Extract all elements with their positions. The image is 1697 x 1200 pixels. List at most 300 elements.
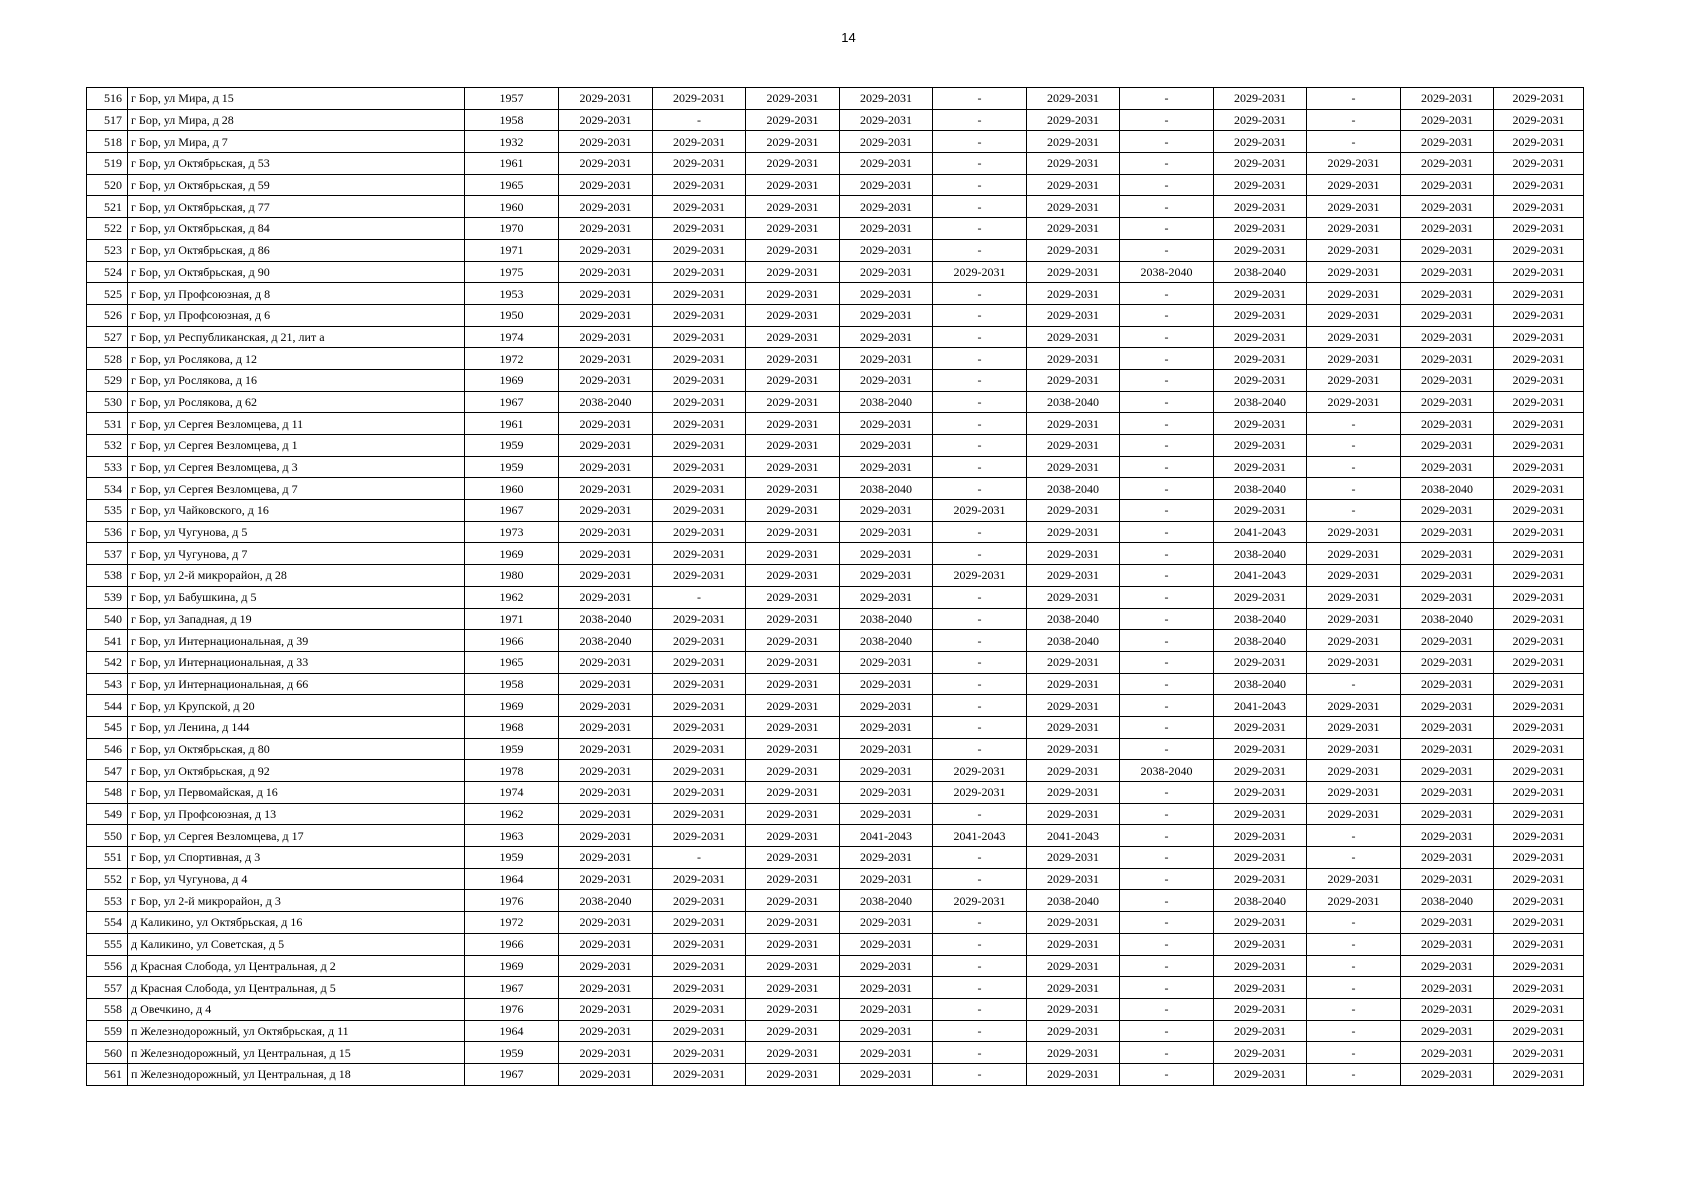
cell-address: г Бор, ул Профсоюзная, д 8 <box>128 283 465 305</box>
table-row <box>87 196 1584 218</box>
cell-work-period-5: - <box>933 977 1027 999</box>
cell-work-period-5: - <box>933 673 1027 695</box>
cell-work-period-11: 2029-2031 <box>1494 326 1584 348</box>
cell-work-period-2: 2029-2031 <box>653 478 746 500</box>
cell-row-number: 532 <box>87 435 128 457</box>
cell-work-period-5: - <box>933 912 1027 934</box>
cell-work-period-4: 2029-2031 <box>840 695 933 717</box>
cell-address: г Бор, ул Чугунова, д 4 <box>128 868 465 890</box>
cell-work-period-1: 2029-2031 <box>559 456 653 478</box>
cell-work-period-6: 2038-2040 <box>1027 608 1120 630</box>
cell-work-period-11: 2029-2031 <box>1494 521 1584 543</box>
cell-work-period-11: 2029-2031 <box>1494 500 1584 522</box>
cell-work-period-4: 2029-2031 <box>840 521 933 543</box>
cell-work-period-7: - <box>1120 1020 1214 1042</box>
cell-work-period-1: 2029-2031 <box>559 673 653 695</box>
cell-work-period-3: 2029-2031 <box>746 760 840 782</box>
cell-row-number: 519 <box>87 153 128 175</box>
cell-work-period-11: 2029-2031 <box>1494 738 1584 760</box>
cell-row-number: 544 <box>87 695 128 717</box>
cell-work-period-10: 2038-2040 <box>1401 608 1494 630</box>
cell-row-number: 548 <box>87 782 128 804</box>
cell-build-year: 1932 <box>465 131 559 153</box>
cell-work-period-6: 2029-2031 <box>1027 695 1120 717</box>
cell-work-period-2: 2029-2031 <box>653 88 746 110</box>
cell-row-number: 553 <box>87 890 128 912</box>
cell-work-period-7: - <box>1120 651 1214 673</box>
cell-work-period-3: 2029-2031 <box>746 88 840 110</box>
cell-work-period-9: 2029-2031 <box>1307 391 1401 413</box>
table-row <box>87 500 1584 522</box>
cell-work-period-8: 2029-2031 <box>1214 825 1307 847</box>
cell-work-period-4: 2029-2031 <box>840 673 933 695</box>
cell-work-period-11: 2029-2031 <box>1494 283 1584 305</box>
cell-work-period-8: 2038-2040 <box>1214 478 1307 500</box>
cell-work-period-7: - <box>1120 369 1214 391</box>
cell-work-period-11: 2029-2031 <box>1494 673 1584 695</box>
cell-work-period-3: 2029-2031 <box>746 131 840 153</box>
cell-work-period-9: 2029-2031 <box>1307 174 1401 196</box>
cell-work-period-3: 2029-2031 <box>746 912 840 934</box>
cell-work-period-1: 2038-2040 <box>559 608 653 630</box>
cell-row-number: 547 <box>87 760 128 782</box>
cell-build-year: 1967 <box>465 391 559 413</box>
cell-work-period-6: 2029-2031 <box>1027 261 1120 283</box>
cell-work-period-3: 2029-2031 <box>746 326 840 348</box>
cell-work-period-10: 2029-2031 <box>1401 695 1494 717</box>
cell-work-period-10: 2029-2031 <box>1401 456 1494 478</box>
cell-work-period-7: - <box>1120 955 1214 977</box>
cell-row-number: 554 <box>87 912 128 934</box>
cell-row-number: 550 <box>87 825 128 847</box>
cell-work-period-4: 2029-2031 <box>840 413 933 435</box>
cell-work-period-4: 2029-2031 <box>840 196 933 218</box>
cell-work-period-1: 2029-2031 <box>559 326 653 348</box>
cell-work-period-11: 2029-2031 <box>1494 890 1584 912</box>
cell-work-period-3: 2029-2031 <box>746 738 840 760</box>
cell-work-period-6: 2029-2031 <box>1027 456 1120 478</box>
cell-work-period-3: 2029-2031 <box>746 109 840 131</box>
cell-work-period-1: 2029-2031 <box>559 348 653 370</box>
cell-work-period-1: 2029-2031 <box>559 998 653 1020</box>
cell-row-number: 537 <box>87 543 128 565</box>
cell-work-period-8: 2029-2031 <box>1214 803 1307 825</box>
cell-work-period-7: - <box>1120 109 1214 131</box>
cell-work-period-2: 2029-2031 <box>653 803 746 825</box>
cell-work-period-6: 2029-2031 <box>1027 131 1120 153</box>
table-row <box>87 153 1584 175</box>
cell-work-period-7: - <box>1120 630 1214 652</box>
cell-work-period-2: 2029-2031 <box>653 933 746 955</box>
cell-work-period-10: 2029-2031 <box>1401 955 1494 977</box>
cell-work-period-4: 2038-2040 <box>840 391 933 413</box>
cell-work-period-7: - <box>1120 456 1214 478</box>
cell-work-period-2: 2029-2031 <box>653 977 746 999</box>
cell-work-period-1: 2029-2031 <box>559 565 653 587</box>
cell-work-period-4: 2029-2031 <box>840 239 933 261</box>
cell-work-period-11: 2029-2031 <box>1494 435 1584 457</box>
cell-work-period-8: 2029-2031 <box>1214 500 1307 522</box>
cell-address: г Бор, ул Октябрьская, д 84 <box>128 218 465 240</box>
cell-work-period-2: 2029-2031 <box>653 435 746 457</box>
cell-work-period-4: 2029-2031 <box>840 565 933 587</box>
table-container <box>86 87 1584 1086</box>
cell-work-period-3: 2029-2031 <box>746 153 840 175</box>
cell-work-period-10: 2029-2031 <box>1401 825 1494 847</box>
cell-work-period-9: 2029-2031 <box>1307 608 1401 630</box>
cell-address: г Бор, ул Сергея Везломцева, д 1 <box>128 435 465 457</box>
cell-work-period-5: - <box>933 738 1027 760</box>
cell-work-period-8: 2029-2031 <box>1214 131 1307 153</box>
cell-work-period-2: 2029-2031 <box>653 369 746 391</box>
cell-work-period-7: - <box>1120 847 1214 869</box>
cell-work-period-4: 2029-2031 <box>840 153 933 175</box>
cell-work-period-10: 2029-2031 <box>1401 738 1494 760</box>
cell-work-period-4: 2041-2043 <box>840 825 933 847</box>
cell-work-period-6: 2029-2031 <box>1027 716 1120 738</box>
cell-work-period-5: - <box>933 1042 1027 1064</box>
cell-work-period-7: - <box>1120 608 1214 630</box>
cell-work-period-8: 2029-2031 <box>1214 782 1307 804</box>
cell-work-period-1: 2029-2031 <box>559 435 653 457</box>
cell-work-period-8: 2041-2043 <box>1214 695 1307 717</box>
cell-work-period-9: 2029-2031 <box>1307 521 1401 543</box>
cell-work-period-2: 2029-2031 <box>653 543 746 565</box>
cell-work-period-3: 2029-2031 <box>746 304 840 326</box>
cell-work-period-5: - <box>933 651 1027 673</box>
cell-work-period-5: - <box>933 456 1027 478</box>
table-body <box>87 88 1584 1086</box>
cell-build-year: 1978 <box>465 760 559 782</box>
cell-work-period-11: 2029-2031 <box>1494 543 1584 565</box>
table-row <box>87 803 1584 825</box>
cell-work-period-10: 2029-2031 <box>1401 760 1494 782</box>
cell-work-period-5: 2029-2031 <box>933 261 1027 283</box>
cell-work-period-11: 2029-2031 <box>1494 782 1584 804</box>
cell-work-period-5: - <box>933 998 1027 1020</box>
cell-work-period-8: 2029-2031 <box>1214 955 1307 977</box>
cell-build-year: 1967 <box>465 500 559 522</box>
cell-work-period-7: - <box>1120 196 1214 218</box>
cell-work-period-9: 2029-2031 <box>1307 369 1401 391</box>
cell-work-period-2: 2029-2031 <box>653 326 746 348</box>
table-row <box>87 651 1584 673</box>
cell-work-period-4: 2029-2031 <box>840 716 933 738</box>
cell-work-period-11: 2029-2031 <box>1494 803 1584 825</box>
cell-work-period-3: 2029-2031 <box>746 391 840 413</box>
cell-address: г Бор, ул Крупской, д 20 <box>128 695 465 717</box>
cell-work-period-9: - <box>1307 1042 1401 1064</box>
cell-work-period-7: - <box>1120 153 1214 175</box>
cell-work-period-7: - <box>1120 500 1214 522</box>
cell-row-number: 559 <box>87 1020 128 1042</box>
table-row <box>87 695 1584 717</box>
cell-work-period-11: 2029-2031 <box>1494 304 1584 326</box>
cell-work-period-6: 2029-2031 <box>1027 565 1120 587</box>
cell-work-period-10: 2029-2031 <box>1401 88 1494 110</box>
cell-work-period-2: 2029-2031 <box>653 413 746 435</box>
cell-work-period-10: 2029-2031 <box>1401 565 1494 587</box>
cell-work-period-4: 2029-2031 <box>840 500 933 522</box>
cell-work-period-11: 2029-2031 <box>1494 977 1584 999</box>
cell-work-period-11: 2029-2031 <box>1494 608 1584 630</box>
cell-address: г Бор, ул Республиканская, д 21, лит а <box>128 326 465 348</box>
cell-work-period-2: 2029-2031 <box>653 218 746 240</box>
cell-work-period-7: - <box>1120 1042 1214 1064</box>
cell-work-period-6: 2029-2031 <box>1027 521 1120 543</box>
cell-work-period-10: 2029-2031 <box>1401 196 1494 218</box>
cell-work-period-10: 2029-2031 <box>1401 369 1494 391</box>
cell-work-period-8: 2029-2031 <box>1214 933 1307 955</box>
cell-work-period-3: 2029-2031 <box>746 283 840 305</box>
cell-work-period-7: - <box>1120 673 1214 695</box>
cell-work-period-1: 2029-2031 <box>559 196 653 218</box>
cell-address: д Красная Слобода, ул Центральная, д 5 <box>128 977 465 999</box>
cell-address: г Бор, ул Октябрьская, д 90 <box>128 261 465 283</box>
cell-work-period-6: 2038-2040 <box>1027 630 1120 652</box>
cell-work-period-1: 2029-2031 <box>559 1020 653 1042</box>
cell-work-period-9: 2029-2031 <box>1307 716 1401 738</box>
cell-address: г Бор, ул Профсоюзная, д 13 <box>128 803 465 825</box>
cell-work-period-6: 2029-2031 <box>1027 933 1120 955</box>
cell-row-number: 540 <box>87 608 128 630</box>
cell-work-period-2: 2029-2031 <box>653 782 746 804</box>
cell-work-period-10: 2038-2040 <box>1401 478 1494 500</box>
cell-work-period-2: 2029-2031 <box>653 348 746 370</box>
table-row <box>87 543 1584 565</box>
cell-work-period-5: - <box>933 478 1027 500</box>
table-row <box>87 782 1584 804</box>
cell-work-period-5: 2029-2031 <box>933 500 1027 522</box>
table-row <box>87 391 1584 413</box>
cell-work-period-11: 2029-2031 <box>1494 933 1584 955</box>
cell-work-period-3: 2029-2031 <box>746 1063 840 1085</box>
cell-work-period-9: 2029-2031 <box>1307 695 1401 717</box>
cell-work-period-10: 2029-2031 <box>1401 239 1494 261</box>
cell-work-period-5: - <box>933 803 1027 825</box>
cell-work-period-1: 2029-2031 <box>559 369 653 391</box>
cell-work-period-10: 2029-2031 <box>1401 218 1494 240</box>
cell-work-period-8: 2029-2031 <box>1214 651 1307 673</box>
cell-address: п Железнодорожный, ул Центральная, д 18 <box>128 1063 465 1085</box>
cell-work-period-11: 2029-2031 <box>1494 1020 1584 1042</box>
cell-work-period-8: 2029-2031 <box>1214 1020 1307 1042</box>
cell-work-period-3: 2029-2031 <box>746 435 840 457</box>
cell-build-year: 1959 <box>465 847 559 869</box>
cell-work-period-1: 2029-2031 <box>559 738 653 760</box>
cell-work-period-9: 2029-2031 <box>1307 239 1401 261</box>
cell-work-period-9: - <box>1307 413 1401 435</box>
cell-work-period-9: 2029-2031 <box>1307 196 1401 218</box>
cell-work-period-8: 2038-2040 <box>1214 543 1307 565</box>
cell-address: п Железнодорожный, ул Октябрьская, д 11 <box>128 1020 465 1042</box>
cell-work-period-10: 2038-2040 <box>1401 890 1494 912</box>
cell-work-period-9: - <box>1307 88 1401 110</box>
cell-work-period-6: 2029-2031 <box>1027 1063 1120 1085</box>
cell-address: д Каликино, ул Советская, д 5 <box>128 933 465 955</box>
cell-work-period-9: 2029-2031 <box>1307 803 1401 825</box>
cell-build-year: 1959 <box>465 435 559 457</box>
cell-work-period-8: 2038-2040 <box>1214 890 1307 912</box>
table-row <box>87 760 1584 782</box>
cell-work-period-10: 2029-2031 <box>1401 1063 1494 1085</box>
cell-work-period-2: 2029-2031 <box>653 912 746 934</box>
cell-work-period-2: 2029-2031 <box>653 608 746 630</box>
cell-work-period-10: 2029-2031 <box>1401 977 1494 999</box>
cell-row-number: 516 <box>87 88 128 110</box>
cell-work-period-9: 2029-2031 <box>1307 326 1401 348</box>
cell-address: г Бор, ул Сергея Везломцева, д 17 <box>128 825 465 847</box>
cell-address: г Бор, ул Рослякова, д 12 <box>128 348 465 370</box>
table-row <box>87 218 1584 240</box>
table-row <box>87 456 1584 478</box>
table-row <box>87 673 1584 695</box>
cell-work-period-9: 2029-2031 <box>1307 630 1401 652</box>
cell-work-period-6: 2029-2031 <box>1027 326 1120 348</box>
cell-row-number: 551 <box>87 847 128 869</box>
cell-work-period-4: 2029-2031 <box>840 977 933 999</box>
cell-work-period-3: 2029-2031 <box>746 174 840 196</box>
cell-work-period-4: 2038-2040 <box>840 608 933 630</box>
cell-work-period-10: 2029-2031 <box>1401 933 1494 955</box>
cell-work-period-1: 2029-2031 <box>559 1042 653 1064</box>
cell-work-period-7: - <box>1120 478 1214 500</box>
cell-work-period-8: 2038-2040 <box>1214 261 1307 283</box>
cell-build-year: 1960 <box>465 478 559 500</box>
cell-build-year: 1965 <box>465 651 559 673</box>
cell-work-period-2: - <box>653 586 746 608</box>
cell-work-period-5: - <box>933 153 1027 175</box>
cell-work-period-11: 2029-2031 <box>1494 478 1584 500</box>
cell-work-period-5: - <box>933 608 1027 630</box>
table-row <box>87 1042 1584 1064</box>
cell-work-period-5: - <box>933 586 1027 608</box>
cell-build-year: 1960 <box>465 196 559 218</box>
cell-row-number: 555 <box>87 933 128 955</box>
cell-address: г Бор, ул Чугунова, д 5 <box>128 521 465 543</box>
table-row <box>87 586 1584 608</box>
cell-row-number: 557 <box>87 977 128 999</box>
cell-work-period-7: - <box>1120 825 1214 847</box>
cell-work-period-1: 2038-2040 <box>559 890 653 912</box>
cell-work-period-8: 2029-2031 <box>1214 304 1307 326</box>
cell-work-period-7: - <box>1120 218 1214 240</box>
cell-work-period-2: 2029-2031 <box>653 651 746 673</box>
cell-address: г Бор, ул Профсоюзная, д 6 <box>128 304 465 326</box>
cell-work-period-6: 2029-2031 <box>1027 1020 1120 1042</box>
table-row <box>87 478 1584 500</box>
cell-work-period-2: 2029-2031 <box>653 1042 746 1064</box>
cell-work-period-6: 2029-2031 <box>1027 196 1120 218</box>
cell-work-period-11: 2029-2031 <box>1494 88 1584 110</box>
cell-row-number: 539 <box>87 586 128 608</box>
cell-work-period-5: - <box>933 218 1027 240</box>
cell-work-period-1: 2029-2031 <box>559 977 653 999</box>
cell-work-period-5: - <box>933 1063 1027 1085</box>
table-row <box>87 131 1584 153</box>
cell-work-period-7: - <box>1120 391 1214 413</box>
cell-work-period-7: - <box>1120 174 1214 196</box>
cell-work-period-8: 2029-2031 <box>1214 716 1307 738</box>
cell-work-period-7: - <box>1120 695 1214 717</box>
cell-build-year: 1975 <box>465 261 559 283</box>
cell-work-period-2: 2029-2031 <box>653 825 746 847</box>
cell-work-period-5: 2029-2031 <box>933 782 1027 804</box>
cell-build-year: 1957 <box>465 88 559 110</box>
cell-work-period-3: 2029-2031 <box>746 261 840 283</box>
cell-work-period-6: 2029-2031 <box>1027 955 1120 977</box>
cell-work-period-2: 2029-2031 <box>653 283 746 305</box>
cell-work-period-4: 2029-2031 <box>840 586 933 608</box>
cell-work-period-3: 2029-2031 <box>746 933 840 955</box>
cell-row-number: 518 <box>87 131 128 153</box>
cell-row-number: 556 <box>87 955 128 977</box>
cell-work-period-4: 2029-2031 <box>840 543 933 565</box>
cell-work-period-11: 2029-2031 <box>1494 348 1584 370</box>
cell-work-period-9: - <box>1307 673 1401 695</box>
cell-work-period-1: 2029-2031 <box>559 868 653 890</box>
cell-work-period-10: 2029-2031 <box>1401 868 1494 890</box>
cell-work-period-8: 2041-2043 <box>1214 565 1307 587</box>
cell-work-period-1: 2029-2031 <box>559 782 653 804</box>
cell-work-period-8: 2029-2031 <box>1214 153 1307 175</box>
cell-work-period-3: 2029-2031 <box>746 651 840 673</box>
cell-work-period-4: 2038-2040 <box>840 478 933 500</box>
cell-work-period-9: - <box>1307 933 1401 955</box>
cell-work-period-3: 2029-2031 <box>746 1042 840 1064</box>
cell-work-period-1: 2029-2031 <box>559 1063 653 1085</box>
cell-work-period-11: 2029-2031 <box>1494 651 1584 673</box>
cell-work-period-5: - <box>933 109 1027 131</box>
cell-work-period-2: 2029-2031 <box>653 695 746 717</box>
table-row <box>87 933 1584 955</box>
cell-work-period-7: - <box>1120 239 1214 261</box>
cell-work-period-7: - <box>1120 933 1214 955</box>
cell-row-number: 530 <box>87 391 128 413</box>
cell-work-period-3: 2029-2031 <box>746 239 840 261</box>
cell-work-period-6: 2029-2031 <box>1027 283 1120 305</box>
cell-address: г Бор, ул Мира, д 15 <box>128 88 465 110</box>
cell-work-period-8: 2029-2031 <box>1214 1042 1307 1064</box>
cell-work-period-8: 2029-2031 <box>1214 218 1307 240</box>
cell-work-period-11: 2029-2031 <box>1494 456 1584 478</box>
cell-work-period-9: 2029-2031 <box>1307 651 1401 673</box>
cell-work-period-10: 2029-2031 <box>1401 998 1494 1020</box>
table-row <box>87 565 1584 587</box>
cell-work-period-11: 2029-2031 <box>1494 630 1584 652</box>
cell-work-period-5: - <box>933 521 1027 543</box>
cell-work-period-10: 2029-2031 <box>1401 153 1494 175</box>
cell-work-period-3: 2029-2031 <box>746 348 840 370</box>
cell-work-period-9: 2029-2031 <box>1307 218 1401 240</box>
cell-address: г Бор, ул Октябрьская, д 86 <box>128 239 465 261</box>
cell-row-number: 533 <box>87 456 128 478</box>
cell-work-period-4: 2029-2031 <box>840 109 933 131</box>
cell-build-year: 1973 <box>465 521 559 543</box>
cell-work-period-8: 2029-2031 <box>1214 738 1307 760</box>
cell-address: г Бор, ул Октябрьская, д 92 <box>128 760 465 782</box>
cell-work-period-2: 2029-2031 <box>653 174 746 196</box>
cell-work-period-8: 2041-2043 <box>1214 521 1307 543</box>
table-row <box>87 608 1584 630</box>
cell-work-period-6: 2029-2031 <box>1027 651 1120 673</box>
cell-work-period-5: - <box>933 88 1027 110</box>
cell-work-period-1: 2029-2031 <box>559 586 653 608</box>
cell-work-period-1: 2029-2031 <box>559 543 653 565</box>
cell-work-period-3: 2029-2031 <box>746 1020 840 1042</box>
cell-work-period-6: 2038-2040 <box>1027 478 1120 500</box>
cell-work-period-4: 2029-2031 <box>840 760 933 782</box>
